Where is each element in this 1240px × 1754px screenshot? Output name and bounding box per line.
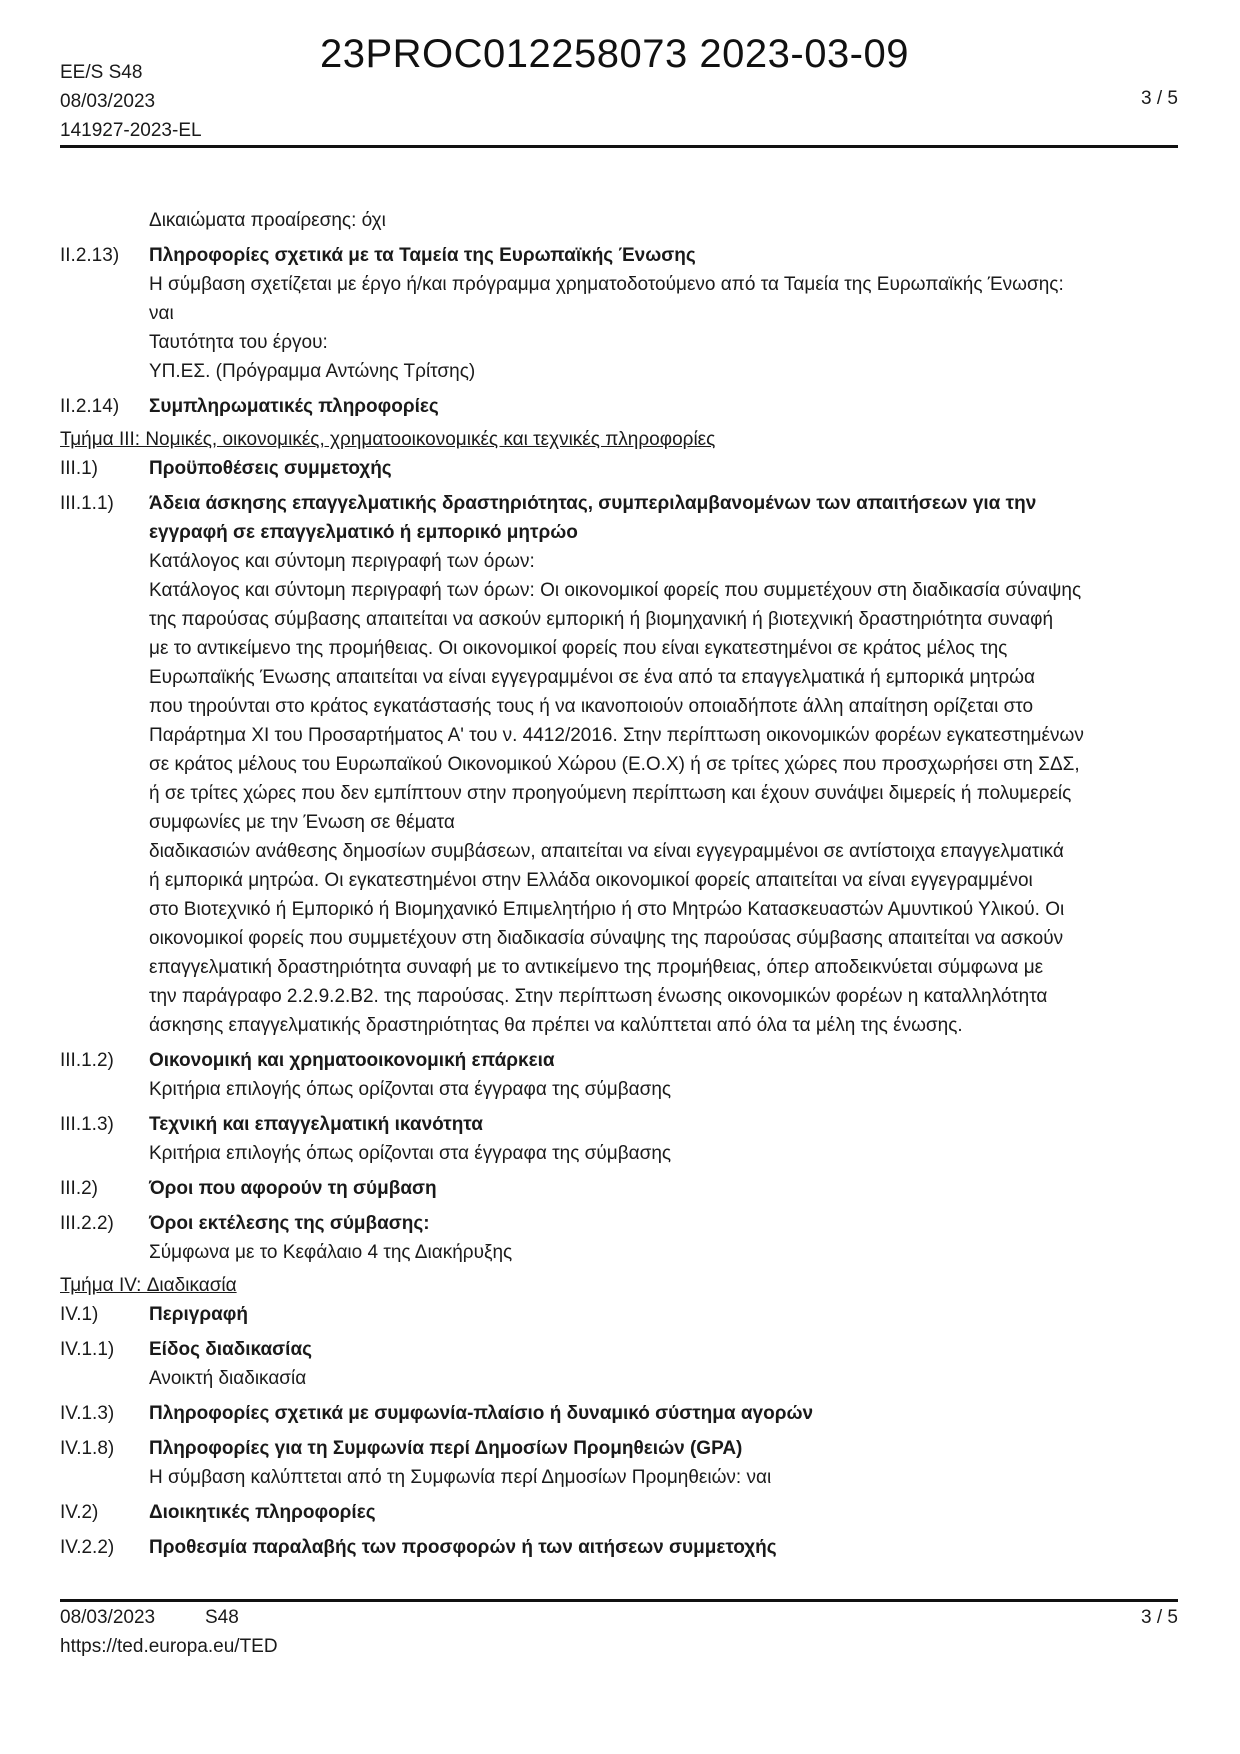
conditions-line: με το αντικείμενο της προμήθειας. Οι οικονομικοί φορείς που είναι εγκατεστημένοι σε κράτος μέλος της xyxy=(149,638,1008,659)
conditions-line: οικονομικοί φορείς που συμμετέχουν στη διαδικασία σύναψης της παρούσας σύμβασης απαιτείται να ασκούν xyxy=(149,928,1064,949)
section-number: II.2.13) xyxy=(60,245,120,266)
conditions-line: επαγγελματική δραστηριότητα συναφή με το αντικείμενο της προμήθειας, όπερ αποδεικνύεται σύμφωνα με xyxy=(149,957,1044,978)
section-text: Κριτήρια επιλογής όπως ορίζονται στα έγγραφα της σύμβασης xyxy=(149,1143,672,1164)
conditions-line: στο Βιοτεχνικό ή Εμπορικό ή Βιομηχανικό Επιμελητήριο ή στο Μητρώο Κατασκευαστών Αμυντικού Υλικού. Οι xyxy=(149,899,1065,920)
section-iv-1-1 xyxy=(60,1335,1178,1393)
footer-issue: S48 xyxy=(205,1607,239,1628)
conditions-line: διαδικασιών ανάθεσης δημοσίων συμβάσεων, απαιτείται να είναι εγγεγραμμένοι σε αντίστοιχα επαγγελματικά xyxy=(149,841,1064,862)
section-number: II.2.14) xyxy=(60,396,120,417)
header-left xyxy=(60,58,202,145)
section-title: Πληροφορίες για τη Συμφωνία περί Δημοσίων Προμηθειών (GPA) xyxy=(149,1438,743,1459)
section-number: III.1.3) xyxy=(60,1114,114,1135)
section-ii-2-13 xyxy=(60,241,1178,386)
section-title: Όροι εκτέλεσης της σύμβασης: xyxy=(149,1213,430,1234)
section-title: Περιγραφή xyxy=(149,1304,248,1325)
project-id-label: Ταυτότητα του έργου: xyxy=(149,332,328,353)
section-title: Πληροφορίες σχετικά με τα Ταμεία της Ευρωπαϊκής Ένωσης xyxy=(149,245,696,266)
project-id-value: ΥΠ.ΕΣ. (Πρόγραμμα Αντώνης Τρίτσης) xyxy=(149,361,476,382)
conditions-line: Παράρτημα XI του Προσαρτήματος Α' του ν. 4412/2016. Στην περίπτωση οικονομικών φορέων εγκατεστημένων xyxy=(149,725,1084,746)
conditions-line: συμφωνίες με την Ένωση σε θέματα xyxy=(149,812,455,833)
header-date: 08/03/2023 xyxy=(60,91,156,112)
conditions-line: Ευρωπαϊκής Ένωσης απαιτείται να είναι εγγεγραμμένοι σε ένα από τα επαγγελματικά ή εμπορικά μητρώα xyxy=(149,667,1035,688)
section-title-line: Άδεια άσκησης επαγγελματικής δραστηριότητας, συμπεριλαμβανομένων των απαιτήσεων για την xyxy=(149,493,1037,514)
section-number: IV.1.8) xyxy=(60,1438,115,1459)
options-line: Δικαιώματα προαίρεσης: όχι xyxy=(149,210,386,231)
section-text: Σύμφωνα με το Κεφάλαιο 4 της Διακήρυξης xyxy=(149,1242,513,1263)
section-iv-1-3 xyxy=(60,1399,1178,1428)
section-iii-2 xyxy=(60,1174,1178,1203)
section-text: Κριτήρια επιλογής όπως ορίζονται στα έγγραφα της σύμβασης xyxy=(149,1079,672,1100)
section-title: Οικονομική και χρηματοοικονομική επάρκεια xyxy=(149,1050,555,1071)
part-iii-heading: Τμήμα III: Νομικές, οικονομικές, χρηματοοικονομικές και τεχνικές πληροφορίες xyxy=(60,429,716,450)
section-iv-1 xyxy=(60,1300,1178,1329)
section-iii-1-2 xyxy=(60,1046,1178,1104)
section-title: Συμπληρωματικές πληροφορίες xyxy=(149,396,439,417)
conditions-line: την παράγραφο 2.2.9.2.Β2. της παρούσας. Στην περίπτωση ένωσης οικονομικών φορέων η καταλληλότητα xyxy=(149,986,1048,1007)
section-number: IV.1.1) xyxy=(60,1339,115,1360)
section-number: III.2) xyxy=(60,1178,99,1199)
section-title: Προϋποθέσεις συμμετοχής xyxy=(149,458,392,479)
footer-rule xyxy=(60,1599,1178,1602)
conditions-line: ή εμπορικά μητρώα. Οι εγκατεστημένοι στην Ελλάδα οικονομικοί φορείς απαιτείται να είναι εγγεγραμμένοι xyxy=(149,870,1033,891)
footer-page-number: 3 / 5 xyxy=(1141,1607,1178,1628)
section-text: Ανοικτή διαδικασία xyxy=(149,1368,307,1389)
section-title: Διοικητικές πληροφορίες xyxy=(149,1502,376,1523)
header-rule xyxy=(60,145,1178,148)
document-stamp: 23PROC012258073 2023-03-09 xyxy=(320,32,909,76)
section-title: Όροι που αφορούν τη σύμβαση xyxy=(149,1178,437,1199)
section-number: IV.2) xyxy=(60,1502,99,1523)
section-number: IV.1) xyxy=(60,1304,99,1325)
footer-url: https://ted.europa.eu/TED xyxy=(60,1636,278,1657)
section-iii-1-3 xyxy=(60,1110,1178,1168)
conditions-line: άσκησης επαγγελματικής δραστηριότητας θα πρέπει να καλύπτεται από όλα τα μέλη της ένωσης. xyxy=(149,1015,963,1036)
eu-funds-answer: ναι xyxy=(149,303,174,324)
header-page-number: 3 / 5 xyxy=(1141,88,1178,109)
section-number: IV.1.3) xyxy=(60,1403,115,1424)
section-ii-2-14 xyxy=(60,392,1178,421)
conditions-line: που τηρούνται στο κράτος εγκατάστασής τους ή να ικανοποιούν οποιαδήποτε άλλη απαίτηση ορίζεται στο xyxy=(149,696,1034,717)
section-iv-2 xyxy=(60,1498,1178,1527)
section-iv-2-2 xyxy=(60,1533,1178,1562)
conditions-line: ή σε τρίτες χώρες που δεν εμπίπτουν στην προηγούμενη περίπτωση και έχουν συνάψει διμερείς ή πολυμερείς xyxy=(149,783,1072,804)
section-title: Πληροφορίες σχετικά με συμφωνία-πλαίσιο ή δυναμικό σύστημα αγορών xyxy=(149,1403,814,1424)
section-number: III.2.2) xyxy=(60,1213,114,1234)
part-iv-heading: Τμήμα IV: Διαδικασία xyxy=(60,1275,237,1296)
section-text: Η σύμβαση καλύπτεται από τη Συμφωνία περί Δημοσίων Προμηθειών: ναι xyxy=(149,1467,772,1488)
conditions-line: σε κράτος μέλους του Ευρωπαϊκού Οικονομικού Χώρου (Ε.Ο.Χ) ή σε τρίτες χώρες που προσχωρήσει στη ΣΔΣ, xyxy=(149,754,1080,775)
section-iii-2-2 xyxy=(60,1209,1178,1267)
header-notice-id: 141927-2023-EL xyxy=(60,120,202,141)
section-title-line: εγγραφή σε επαγγελματικό ή εμπορικό μητρώο xyxy=(149,522,578,543)
section-iii-1 xyxy=(60,454,1178,483)
section-number: IV.2.2) xyxy=(60,1537,115,1558)
section-title: Προθεσμία παραλαβής των προσφορών ή των αιτήσεων συμμετοχής xyxy=(149,1537,777,1558)
section-iv-1-8 xyxy=(60,1434,1178,1492)
document-body xyxy=(60,206,1178,1562)
header-edition: EE/S S48 xyxy=(60,62,143,83)
conditions-line: Κατάλογος και σύντομη περιγραφή των όρων: Οι οικονομικοί φορείς που συμμετέχουν στη διαδικασία σύναψης xyxy=(149,580,1082,601)
section-title: Είδος διαδικασίας xyxy=(149,1339,313,1360)
conditions-line: της παρούσας σύμβασης απαιτείται να ασκούν εμπορική ή βιομηχανική ή βιοτεχνική δραστηριότητα συναφή xyxy=(149,609,1054,630)
section-number: III.1) xyxy=(60,458,99,479)
section-title: Τεχνική και επαγγελματική ικανότητα xyxy=(149,1114,483,1135)
conditions-line: Κατάλογος και σύντομη περιγραφή των όρων: xyxy=(149,551,535,572)
eu-funds-line: Η σύμβαση σχετίζεται με έργο ή/και πρόγραμμα χρηματοδοτούμενο από τα Ταμεία της Ευρωπαϊκής Ένωσης: xyxy=(149,274,1064,295)
section-iii-1-1 xyxy=(60,489,1178,1040)
section-number: III.1.1) xyxy=(60,493,114,514)
section-number: III.1.2) xyxy=(60,1050,114,1071)
footer-left xyxy=(60,1603,278,1661)
footer-date: 08/03/2023 xyxy=(60,1607,156,1628)
